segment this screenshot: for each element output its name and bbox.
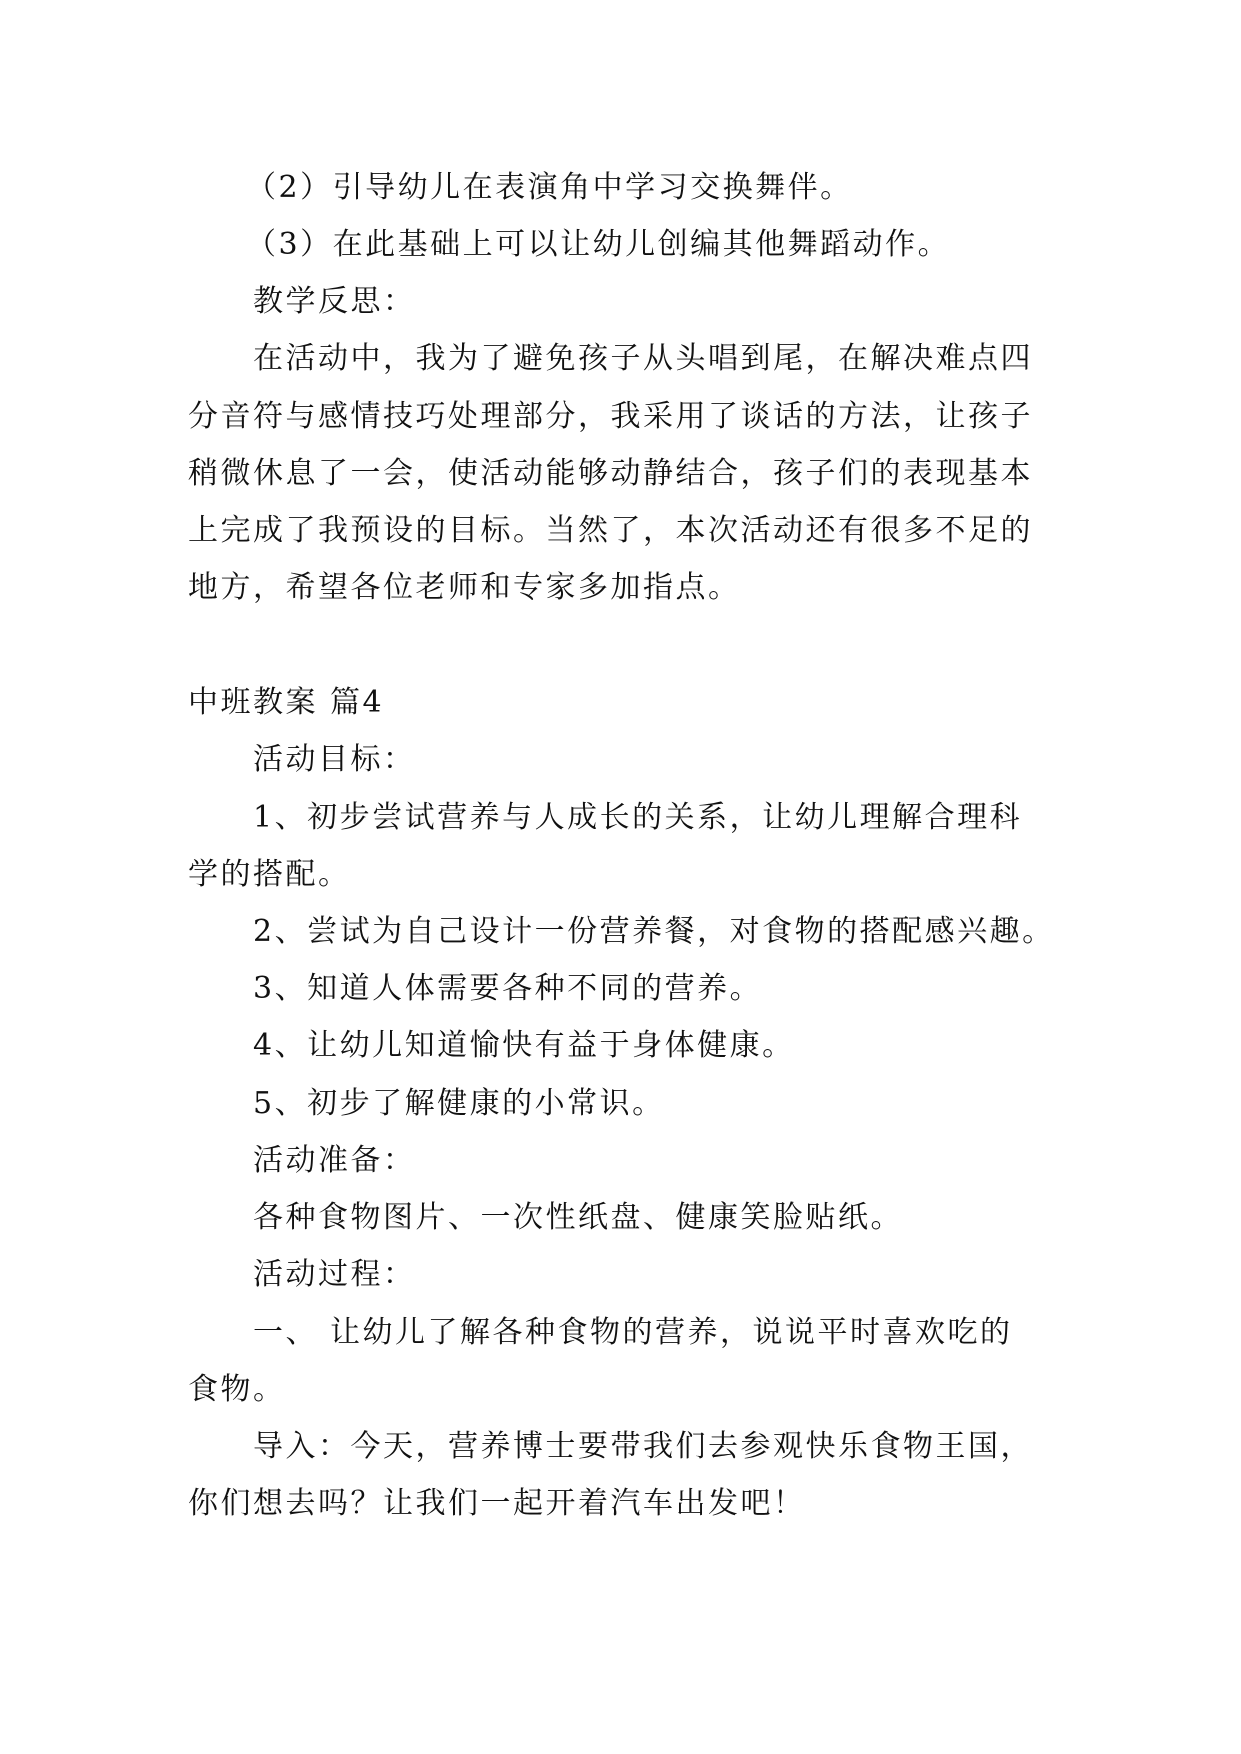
goal-1-line-2: 学的搭配。 (188, 857, 351, 892)
reflection-paragraph-line-4: 上完成了我预设的目标。当然了，本次活动还有很多不足的 (188, 513, 1033, 548)
reflection-paragraph-line-5: 地方，希望各位老师和专家多加指点。 (188, 570, 741, 605)
preparation-heading: 活动准备： (253, 1143, 416, 1178)
reflection-heading: 教学反思： (253, 284, 416, 319)
process-heading: 活动过程： (253, 1257, 416, 1292)
process-step-1-line-1: 一、 让幼儿了解各种食物的营养，说说平时喜欢吃的 (253, 1315, 1013, 1350)
goal-1-line-1: 1、初步尝试营养与人成长的关系，让幼儿理解合理科 (253, 800, 1023, 835)
intro-line-1: 导入：今天，营养博士要带我们去参观快乐食物王国， (253, 1429, 1033, 1464)
reflection-paragraph-line-1: 在活动中，我为了避免孩子从头唱到尾，在解决难点四 (253, 341, 1033, 376)
step-2-line: （2）引导幼儿在表演角中学习交换舞伴。 (246, 170, 853, 205)
reflection-paragraph-line-2: 分音符与感情技巧处理部分，我采用了谈话的方法，让孩子 (188, 399, 1033, 434)
goals-heading: 活动目标： (253, 742, 416, 777)
goal-3: 3、知道人体需要各种不同的营养。 (253, 971, 763, 1006)
preparation-text: 各种食物图片、一次性纸盘、健康笑脸贴纸。 (253, 1200, 903, 1235)
reflection-paragraph-line-3: 稍微休息了一会，使活动能够动静结合，孩子们的表现基本 (188, 456, 1033, 491)
intro-line-2: 你们想去吗？让我们一起开着汽车出发吧！ (188, 1486, 806, 1521)
goal-5: 5、初步了解健康的小常识。 (253, 1086, 665, 1121)
step-3-line: （3）在此基础上可以让幼儿创编其他舞蹈动作。 (246, 227, 951, 262)
process-step-1-line-2: 食物。 (188, 1372, 286, 1407)
section-title: 中班教案 篇4 (188, 685, 385, 720)
goal-2: 2、尝试为自己设计一份营养餐，对食物的搭配感兴趣。 (253, 914, 1055, 949)
goal-4: 4、让幼儿知道愉快有益于身体健康。 (253, 1028, 795, 1063)
